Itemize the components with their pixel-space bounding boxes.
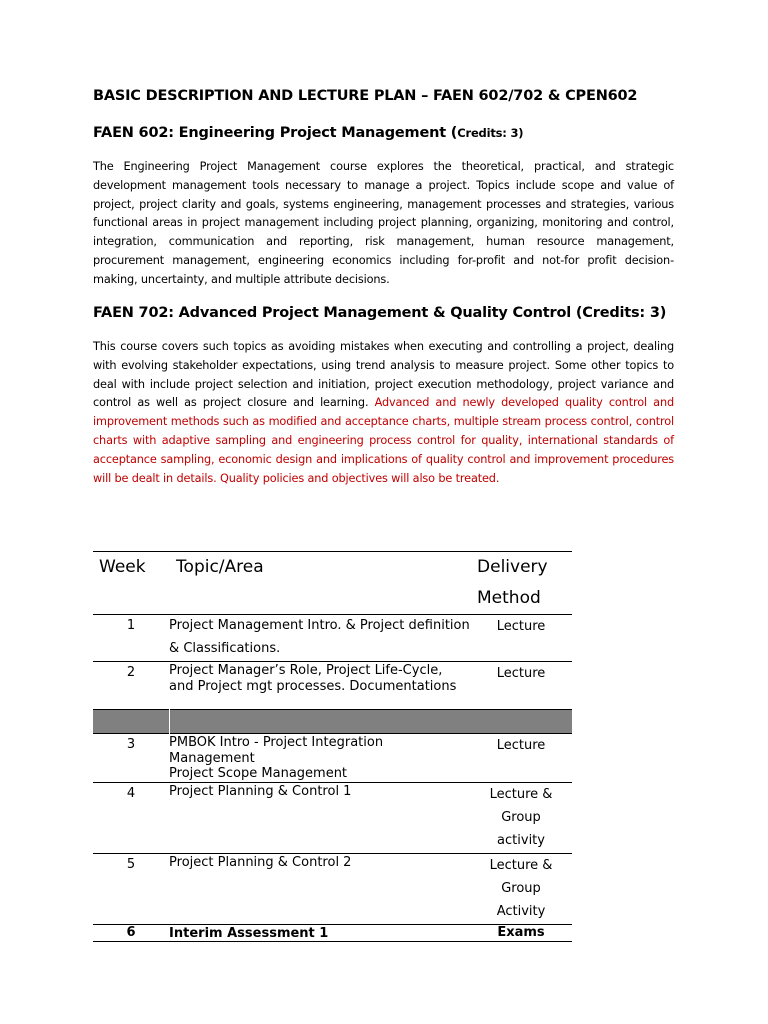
topic-cell: Project Planning & Control 1: [169, 783, 352, 799]
week-number: 1: [126, 618, 136, 633]
table-header-row: [93, 552, 572, 615]
topic-line: PMBOK Intro - Project Integration Management: [169, 735, 384, 766]
week-number: 6: [126, 924, 136, 940]
week-number: 5: [126, 856, 136, 872]
week-number: 2: [126, 665, 136, 680]
table-row: [93, 734, 572, 783]
header-topic: Topic/Area: [176, 557, 264, 577]
week-number: 4: [126, 785, 136, 801]
table-row: [93, 782, 572, 853]
topic-cell: Interim Assessment 1: [169, 925, 329, 941]
method-cell: Lecture & Group Activity: [489, 857, 553, 919]
faen702-heading: FAEN 702: Advanced Project Management & Quality Control (Credits: 3): [93, 305, 667, 321]
faen602-description: The Engineering Project Management course explores the theoretical, practical, and strategic development management tools necessary to manage a project. Topics include scope and value of project, project clarity and goals, systems engineering, management processes and strategies, various functional areas in project management including project planning, organizing, monitoring and control, integration, communication and reporting, risk management, human resource management, procurement management, engineering economics including for-profit and not-for profit decision-making, uncertainty, and multiple attribute decisions.: [93, 160, 674, 286]
separator-cell: [93, 710, 169, 734]
topic-line: Project Scope Management: [169, 766, 348, 782]
table-row: [93, 662, 572, 710]
faen702-description-text: This course covers such topics as avoiding mistakes when executing and controlling a project, dealing with evolving stakeholder expectations, using trend analysis to measure project. Some other topics to deal with include project selection and initiation, project execution methodology, project variance and control as well as project closure and learning.: [93, 340, 674, 410]
separator-row: [93, 710, 572, 734]
method-cell: Lecture: [496, 619, 546, 634]
method-cell: Lecture: [496, 738, 546, 753]
method-cell: Lecture: [496, 666, 546, 681]
topic-cell: Project Manager’s Role, Project Life-Cycle, and Project mgt processes. Documentations: [169, 663, 457, 694]
faen602-heading-text: FAEN 602: Engineering Project Management (: [93, 125, 458, 141]
faen602-heading: [93, 125, 523, 141]
method-cell: Exams: [497, 924, 545, 940]
lecture-plan-table: [93, 551, 572, 942]
separator-cell: [169, 710, 572, 734]
week-number: 3: [126, 737, 136, 752]
table-row: [93, 853, 572, 924]
table-row: [93, 924, 572, 942]
topic-cell: Project Planning & Control 2: [169, 854, 352, 870]
topic-cell: Project Management Intro. & Project definition & Classifications.: [169, 618, 470, 656]
document-title: BASIC DESCRIPTION AND LECTURE PLAN – FAEN 602/702 & CPEN602: [93, 88, 638, 104]
method-cell: Lecture & Group activity: [489, 786, 553, 848]
faen702-description: [93, 338, 674, 488]
table-row: [93, 615, 572, 662]
faen702-quality-text: Advanced and newly developed quality control and improvement methods such as modified and acceptance charts, multiple stream process control, control charts with adaptive sampling and engineering process control for quality, international standards of acceptance sampling, economic design and implications of quality control and improvement procedures will be dealt in details. Quality policies and objectives will also be treated.: [93, 396, 674, 485]
header-method: Delivery Method: [477, 557, 548, 608]
topic-cell: [169, 734, 470, 783]
faen602-credits: Credits: 3): [457, 126, 524, 140]
header-week: Week: [99, 557, 146, 577]
